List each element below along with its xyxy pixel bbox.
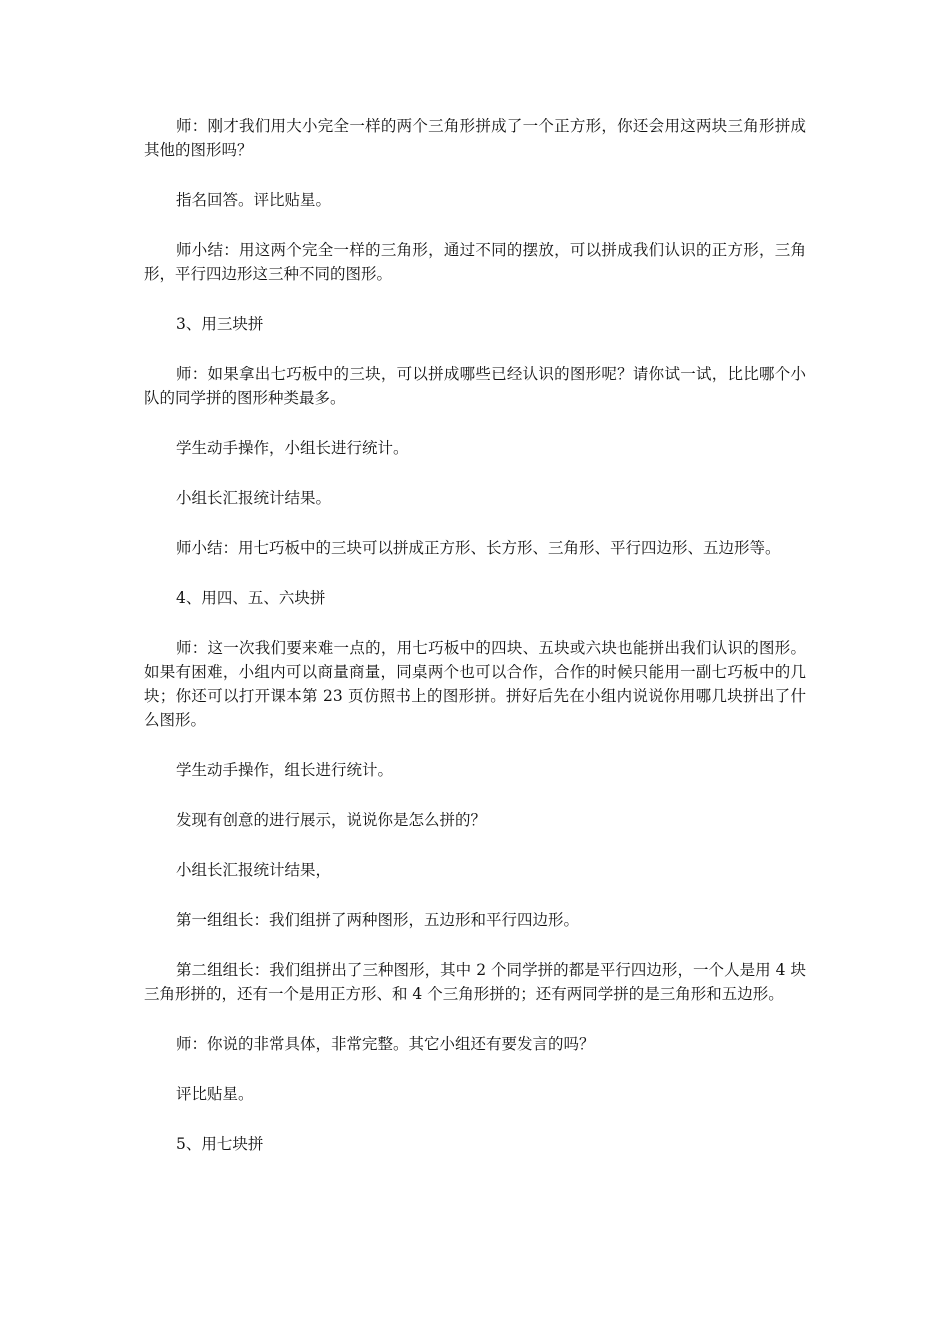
paragraph: 学生动手操作，小组长进行统计。 [176,439,409,457]
paragraph: 师小结：用七巧板中的三块可以拼成正方形、长方形、三角形、平行四边形、五边形等。 [176,539,781,557]
section-heading: 5、用七块拼 [176,1135,264,1153]
paragraph: 评比贴星。 [176,1085,254,1103]
paragraph: 师：如果拿出七巧板中的三块，可以拼成哪些已经认识的图形呢？请你试一试，比比哪个小队的同学拼的图形种类最多。 [144,365,806,407]
paragraph: 师：你说的非常具体，非常完整。其它小组还有要发言的吗？ [176,1035,595,1053]
paragraph: 师：这一次我们要来难一点的，用七巧板中的四块、五块或六块也能拼出我们认识的图形。如果有困难，小组内可以商量商量，同桌两个也可以合作，合作的时候只能用一副七巧板中的几块；你还可以打开课本第 23 页仿照书上的图形拼。拼好后先在小组内说说你用哪几块拼出了什么图形。 [144,639,806,729]
paragraph: 发现有创意的进行展示，说说你是怎么拼的？ [176,811,487,829]
paragraph: 指名回答。评比贴星。 [176,191,332,209]
paragraph: 第二组组长：我们组拼出了三种图形，其中 2 个同学拼的都是平行四边形，一个人是用 4 块三角形拼的，还有一个是用正方形、和 4 个三角形拼的；还有两同学拼的是三角形和五边形。 [144,961,806,1003]
paragraph: 师小结：用这两个完全一样的三角形，通过不同的摆放，可以拼成我们认识的正方形，三角形，平行四边形这三种不同的图形。 [144,241,806,283]
section-heading: 4、用四、五、六块拼 [176,589,326,607]
document-body [144,114,806,1182]
paragraph: 小组长汇报统计结果， [176,861,332,879]
section-heading: 3、用三块拼 [176,315,264,333]
paragraph: 第一组组长：我们组拼了两种图形，五边形和平行四边形。 [176,911,580,929]
paragraph: 师：刚才我们用大小完全一样的两个三角形拼成了一个正方形，你还会用这两块三角形拼成其他的图形吗？ [144,117,806,159]
paragraph: 小组长汇报统计结果。 [176,489,332,507]
paragraph: 学生动手操作，组长进行统计。 [176,761,394,779]
